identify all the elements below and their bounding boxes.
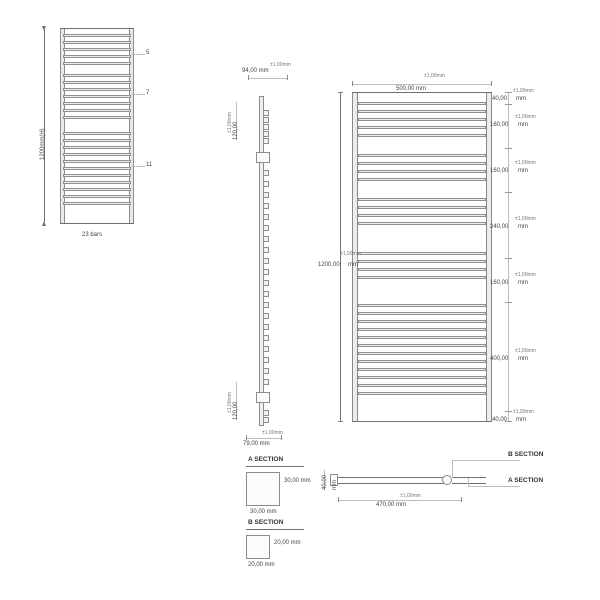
front-dim-5-value: 160,00 (490, 280, 509, 286)
front-dim-2-value: 160,00 (490, 122, 509, 128)
side-depth-label: 94,00 mm (242, 68, 269, 74)
front-dim-6-value: 400,00 (490, 356, 509, 362)
group-label-5: 5 (146, 50, 150, 56)
front-right-post (486, 92, 492, 422)
rad-bottom-cap (60, 223, 134, 224)
section-b-title: B SECTION (248, 519, 284, 526)
front-dim-3-value: 160,00 (490, 168, 509, 174)
left-height-dimension-line (44, 30, 45, 222)
front-dim-3-tolerance: ±1,00mm (515, 160, 536, 166)
plan-width-label: 470,00 mm (376, 502, 407, 508)
front-dim-7-value: 40,00 (492, 417, 508, 423)
left-elevation-view (52, 28, 153, 224)
group-label-7: 7 (146, 90, 150, 96)
front-dim-6-unit: mm (518, 356, 528, 362)
side-depth-tolerance: ±1,00mm (270, 62, 291, 68)
side-top-segment-label: 120,00 (233, 121, 239, 140)
front-width-label: 500,00 mm (396, 86, 427, 92)
side-base-width-label: 79,00 mm (243, 441, 270, 447)
group-label-11: 11 (146, 162, 153, 168)
front-width-tolerance: ±1,00mm (424, 73, 445, 79)
section-b-width: 20,00 mm (248, 562, 275, 568)
left-height-label: 1200mm(H) (40, 128, 46, 160)
section-a-width: 30,00 mm (250, 509, 277, 515)
front-dimension-ladder (508, 92, 509, 422)
front-height-tolerance: ±1,00mm (340, 251, 361, 257)
plan-width-tolerance: ±1,00mm (400, 493, 421, 499)
section-b-height: 20,00 mm (274, 540, 301, 546)
front-dim-4-value: 240,00 (490, 224, 509, 230)
front-height-unit: mm (348, 262, 358, 268)
plan-view (330, 470, 510, 492)
side-elevation-view (248, 96, 282, 426)
side-top-segment-tolerance: ±1,00mm (227, 112, 233, 133)
bars-count-label: 23 bars (82, 232, 103, 238)
section-a-title: A SECTION (248, 456, 284, 463)
plan-height-label: 40,00 (322, 474, 328, 490)
front-dim-1-value: 40,00 (492, 96, 508, 102)
section-b-box (246, 535, 270, 559)
front-dim-4-tolerance: ±1,00mm (515, 216, 536, 222)
front-dim-2-tolerance: ±1,00mm (515, 114, 536, 120)
front-dim-6-tolerance: ±1,00mm (515, 348, 536, 354)
side-bottom-segment-label: 120,00 (233, 401, 239, 420)
side-bracket-upper (256, 152, 270, 163)
front-dim-5-tolerance: ±1,00mm (515, 272, 536, 278)
section-a-height: 30,00 mm (284, 478, 311, 484)
plan-height-unit: mm (332, 480, 338, 490)
side-base-width-tolerance: ±1,00mm (262, 430, 283, 436)
front-elevation-view (352, 92, 492, 422)
plan-b-section-callout: B SECTION (508, 451, 544, 458)
section-a-box (246, 472, 280, 506)
plan-a-section-callout: A SECTION (508, 477, 544, 484)
side-bracket-lower (256, 392, 270, 403)
front-dim-2-unit: mm (518, 122, 528, 128)
front-dim-1-tolerance: ±1,00mm (513, 88, 534, 94)
front-dim-5-unit: mm (518, 280, 528, 286)
front-left-post (352, 92, 358, 422)
front-dim-3-unit: mm (518, 168, 528, 174)
side-bottom-segment-tolerance: ±1,00mm (227, 392, 233, 413)
front-height-label: 1200,00 (318, 262, 340, 268)
rad-top-cap (60, 28, 134, 29)
front-dim-7-unit: mm (516, 417, 526, 423)
front-dim-7-tolerance: ±1,00mm (513, 409, 534, 415)
front-top-cap (352, 92, 492, 93)
plan-valve (442, 475, 452, 485)
front-bottom-cap (352, 421, 492, 422)
front-dim-1-unit: mm (516, 96, 526, 102)
front-dim-4-unit: mm (518, 224, 528, 230)
